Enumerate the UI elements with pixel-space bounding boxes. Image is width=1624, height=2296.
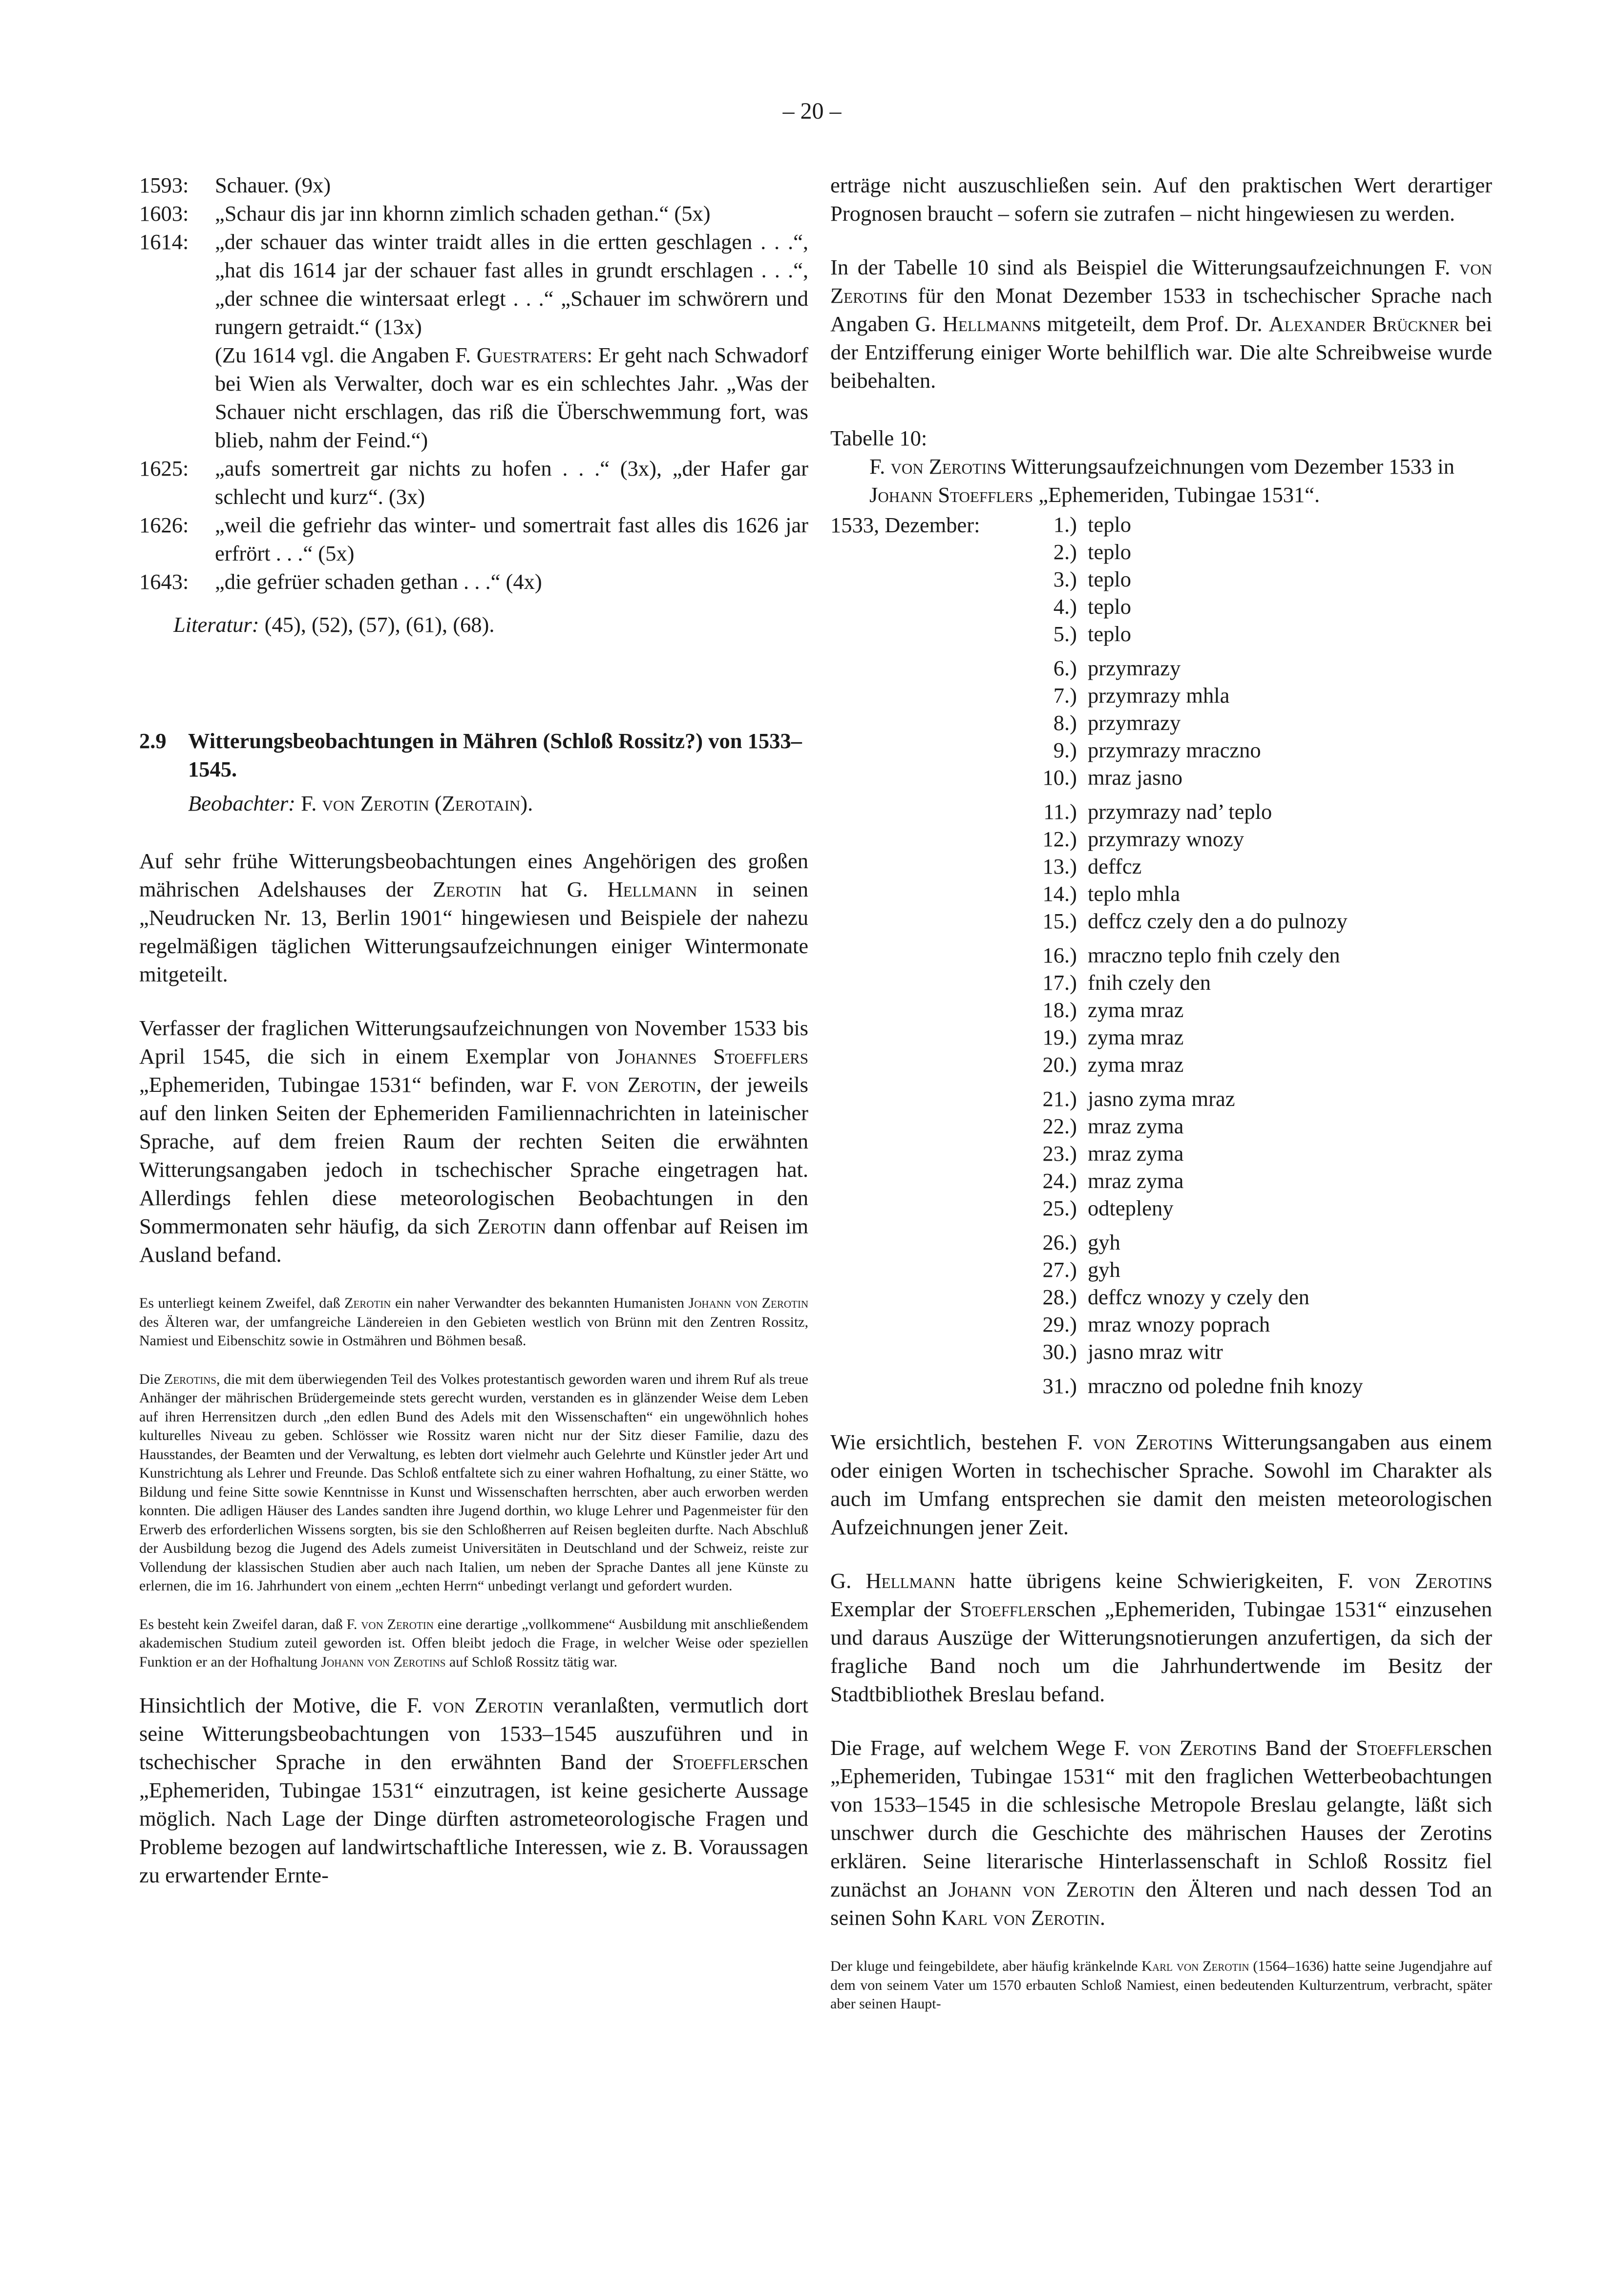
- day-entry: [1031, 825, 1492, 853]
- year-label: 1625:: [139, 456, 189, 480]
- paragraph: Auf sehr frühe Witterungsbeobachtungen eines Angehörigen des großen mährischen Adelshauses der Zerotin hat G. Hellmann in seinen „Neudrucken Nr. 13, Berlin 1901“ hingewiesen und Beispiele der nahezu regelmäßigen täglichen Witterungsaufzeichnungen einiger Wintermonate mitgeteilt.: [139, 849, 808, 986]
- day-entry: [1031, 1140, 1492, 1167]
- month-label: 1533, Dezember:: [830, 513, 980, 537]
- day-weather: przymrazy: [1088, 710, 1181, 735]
- day-weather: przymrazy nad’ teplo: [1088, 799, 1272, 824]
- day-number: 1.): [1053, 512, 1077, 537]
- day-entry: [1031, 798, 1492, 825]
- day-entry: [1031, 880, 1492, 907]
- year-text-block: [215, 228, 808, 454]
- group-spacer: [1031, 1222, 1492, 1229]
- day-entry: [1031, 565, 1492, 593]
- day-number: 13.): [1042, 854, 1077, 878]
- year-label: 1614:: [139, 230, 189, 254]
- group-spacer: [1031, 1365, 1492, 1372]
- day-weather: teplo: [1088, 622, 1131, 646]
- year-text: „der schauer das winter traidt alles in die ertten geschlagen . . .“, „hat dis 1614 jar der schauer fast alles in grundt erschlagen . . .“, „der schnee die wintersaat erlegt . . .“ „Schauer im schwörern und rungern getraidt.“ (13x): [215, 230, 808, 339]
- day-entry: [1031, 538, 1492, 565]
- table-caption: F. von Zerotins Witterungsaufzeichnungen vom Dezember 1533 in Johann Stoefflers „Ephemeriden, Tubingae 1531“.: [869, 454, 1455, 507]
- day-weather: przymrazy wnozy: [1088, 827, 1244, 851]
- paragraph: G. Hellmann hatte übrigens keine Schwierigkeiten, F. von Zerotins Exemplar der Stoefflerschen „Ephemeriden, Tubingae 1531“ einzusehen und daraus Auszüge der Witterungsnotierungen anzufertigen, da sich der fragliche Band noch um die Jahrhundertwende im Besitz der Stadtbibliothek Breslau befand.: [830, 1568, 1492, 1706]
- group-spacer: [1031, 1078, 1492, 1085]
- day-entry: [1031, 511, 1492, 538]
- year-entry-1593: [139, 171, 808, 199]
- literature-refs: (45), (52), (57), (61), (68).: [264, 612, 495, 637]
- day-weather: deffcz: [1088, 854, 1142, 878]
- small-print-paragraph: Es besteht kein Zweifel daran, daß F. von Zerotin eine derartige „vollkommene“ Ausbildung mit anschließendem akademischen Studium zuteil geworden ist. Offen bleibt jedoch die Frage, in welcher Weise oder speziellen Funktion er an der Hofhaltung Johann von Zerotins auf Schloß Rossitz tätig war.: [139, 1616, 808, 1670]
- year-text: Schauer. (9x): [215, 173, 331, 197]
- day-entry: [1031, 764, 1492, 791]
- day-weather: mraz wnozy poprach: [1088, 1312, 1270, 1336]
- day-number: 7.): [1053, 683, 1077, 708]
- year-entry-1626: [139, 511, 808, 567]
- literature-line: [173, 610, 808, 639]
- table-body: [830, 511, 1492, 1399]
- day-number: 16.): [1042, 943, 1077, 967]
- paragraph: erträge nicht auszuschließen sein. Auf den praktischen Wert derartiger Prognosen braucht – sofern sie zutrafen – nicht hingewiesen zu werden.: [830, 173, 1492, 226]
- day-number: 5.): [1053, 622, 1077, 646]
- day-number: 30.): [1042, 1339, 1077, 1364]
- day-weather: teplo: [1088, 594, 1131, 619]
- year-entry-1643: [139, 567, 808, 596]
- day-entry: [1031, 1085, 1492, 1112]
- day-weather: deffcz wnozy y czely den: [1088, 1285, 1309, 1309]
- day-number: 4.): [1053, 594, 1077, 619]
- day-weather: zyma mraz: [1088, 1025, 1184, 1049]
- day-number: 20.): [1042, 1052, 1077, 1077]
- day-number: 22.): [1042, 1114, 1077, 1138]
- day-number: 19.): [1042, 1025, 1077, 1049]
- small-print-paragraph: Es unterliegt keinem Zweifel, daß Zerotin ein naher Verwandter des bekannten Humanisten Johann von Zerotin des Älteren war, der umfangreiche Ländereien in den Gebieten westlich von Brünn mit den Zentren Rossitz, Namiest und Eibenschitz sowie in Ostmähren und Böhmen besaß.: [139, 1295, 809, 1349]
- paragraph: In der Tabelle 10 sind als Beispiel die Witterungsaufzeichnungen F. von Zerotins für den Monat Dezember 1533 in tschechischer Sprache nach Angaben G. Hellmanns mitgeteilt, dem Prof. Dr. Alexander Brückner bei der Entzifferung einiger Worte behilflich war. Die alte Schreibweise wurde beibehalten.: [830, 255, 1492, 393]
- paragraph: Die Frage, auf welchem Wege F. von Zerotins Band der Stoefflerschen „Ephemeriden, Tubingae 1531“ mit den fraglichen Wetterbeobachtungen von 1533–1545 in die schlesische Metropole Breslau gelangte, läßt sich unschwer durch die Geschichte des mährischen Hauses der Zerotins erklären. Seine literarische Hinterlassenschaft in Schloß Rossitz fiel zunächst an Johann von Zerotin den Älteren und nach dessen Tod an seinen Sohn Karl von Zerotin.: [830, 1735, 1492, 1930]
- day-number: 3.): [1053, 567, 1077, 591]
- day-entry: [1031, 1229, 1492, 1256]
- day-number: 29.): [1042, 1312, 1077, 1336]
- day-entry: [1031, 853, 1492, 880]
- section-title: Witterungsbeobachtungen in Mähren (Schloß Rossitz?) von 1533–1545.: [188, 729, 802, 781]
- day-number: 27.): [1042, 1257, 1077, 1282]
- day-entry: [1031, 1167, 1492, 1194]
- left-column: [139, 171, 808, 1915]
- day-number: 10.): [1042, 765, 1077, 790]
- year-label: 1603:: [139, 201, 189, 226]
- observer-alt-name: (Zerotain).: [434, 791, 533, 815]
- day-weather: mraczno teplo fnih czely den: [1088, 943, 1340, 967]
- day-entry: [1031, 736, 1492, 764]
- paragraph: Hinsichtlich der Motive, die F. von Zerotin veranlaßten, vermutlich dort seine Witterungsbeobachtungen von 1533–1545 auszuführen und in tschechischer Sprache in den erwähnten Band der Stoefflerschen „Ephemeriden, Tubingae 1531“ einzutragen, ist keine gesicherte Aussage möglich. Nach Lage der Dinge dürften astrometeorologische Fragen und Probleme bezogen auf landwirtschaftliche Interessen, wie z. B. Voraussagen zu erwartender Ernte-: [139, 1693, 808, 1887]
- section-heading: [139, 727, 808, 783]
- day-weather: odtepleny: [1088, 1196, 1174, 1220]
- right-column: [830, 171, 1492, 2033]
- day-entry: [1031, 907, 1492, 935]
- day-weather: mraz zyma: [1088, 1141, 1184, 1166]
- year-list: [139, 171, 808, 596]
- day-number: 17.): [1042, 970, 1077, 995]
- year-entry-1625: [139, 454, 808, 511]
- literature-label: Literatur:: [173, 612, 259, 637]
- day-weather: fnih czely den: [1088, 970, 1211, 995]
- day-weather: przymrazy mhla: [1088, 683, 1230, 708]
- day-number: 26.): [1042, 1230, 1077, 1254]
- page-number: – 20 –: [782, 98, 842, 124]
- day-weather: zyma mraz: [1088, 998, 1184, 1022]
- day-entry: [1031, 593, 1492, 620]
- group-spacer: [1031, 791, 1492, 798]
- weather-table: [830, 424, 1492, 1399]
- year-label: 1626:: [139, 513, 189, 537]
- day-number: 9.): [1053, 738, 1077, 762]
- day-weather: gyh: [1088, 1257, 1120, 1282]
- day-weather: jasno mraz witr: [1088, 1339, 1223, 1364]
- day-entry: [1031, 1023, 1492, 1051]
- day-number: 28.): [1042, 1285, 1077, 1309]
- day-number: 21.): [1042, 1086, 1077, 1111]
- year-text: „weil die gefriehr das winter- und somertrait fast alles dis 1626 jar erfrört . . .“ (5x): [215, 513, 808, 565]
- day-number: 8.): [1053, 710, 1077, 735]
- year-label: 1643:: [139, 569, 189, 594]
- day-weather: teplo: [1088, 567, 1131, 591]
- day-entry: [1031, 1256, 1492, 1283]
- day-entry: [1031, 1283, 1492, 1311]
- day-weather: jasno zyma mraz: [1088, 1086, 1235, 1111]
- paragraph: Verfasser der fraglichen Witterungsaufzeichnungen von November 1533 bis April 1545, die sich in einem Exemplar von Johannes Stoefflers „Ephemeriden, Tubingae 1531“ befinden, war F. von Zerotin, der jeweils auf den linken Seiten der Ephemeriden Familiennachrichten in lateinischer Sprache, auf dem freien Raum der rechten Seiten die erwähnten Witterungsangaben jedoch in tschechischer Sprache eingetragen hat. Allerdings fehlen diese meteorologischen Beobachtungen in den Sommermonaten sehr häufig, da sich Zerotin dann offenbar auf Reisen im Ausland befand.: [139, 1016, 808, 1267]
- day-number: 24.): [1042, 1169, 1077, 1193]
- small-print-paragraph: Die Zerotins, die mit dem überwiegenden Teil des Volkes protestantisch geworden waren und ihrem Ruf als treue Anhänger der mährischen Brüdergemeinde stets gerecht wurden, verstanden es in glänzender Weise dem Leben auf ihren Herrensitzen durch „den edlen Bund des Adels mit den Wissenschaften“ ein ungewöhnlich hohes kulturelles Niveau zu geben. Schlösser wie Rossitz waren nicht nur der Sitz dieser Familie, dazu des Hausstandes, der Beamten und der Verwaltung, es lebten dort vielmehr auch Gelehrte und Künstler jeder Art und Kunstrichtung als Lehrer und Freunde. Das Schloß entfaltete sich zu einer wahren Hofhaltung, zu einer Stätte, wo Bildung und feine Sitte sowie Kenntnisse in Kunst und Wissenschaften herrschten, aber auch erworben werden konnten. Die adligen Häuser des Landes sandten ihre Jugend dorthin, wo kluge Lehrer und Pagenmeister für den Erwerb des erforderlichen Wissens sorgten, bis sie den Schloßherren auf Reisen begleiten durfte. Nach Abschluß der Ausbildung bezog die Jugend des Adels zumeist Universitäten in Deutschland und der Schweiz, reiste zur Vollendung der klassischen Studien aber auch nach Italien, um neben der Sprache Dantes all jene Künste zu erlernen, die im 16. Jahrhundert von einem „echten Herrn“ unbedingt verlangt und gefordert wurden.: [139, 1371, 808, 1594]
- day-entry: [1031, 654, 1492, 682]
- year-text: „Schaur dis jar inn khornn zimlich schaden gethan.“ (5x): [215, 201, 711, 226]
- day-weather: deffcz czely den a do pulnozy: [1088, 909, 1348, 933]
- day-entry: [1031, 709, 1492, 736]
- day-entry: [1031, 1372, 1492, 1399]
- day-number: 25.): [1042, 1196, 1077, 1220]
- observer-label: Beobachter:: [188, 791, 295, 815]
- day-weather: mraz zyma: [1088, 1114, 1184, 1138]
- day-entry: [1031, 1194, 1492, 1222]
- day-number: 31.): [1042, 1374, 1077, 1398]
- day-entry: [1031, 1338, 1492, 1365]
- day-weather: teplo mhla: [1088, 881, 1181, 906]
- day-entry: [1031, 941, 1492, 969]
- day-weather: mraz zyma: [1088, 1169, 1184, 1193]
- day-weather: teplo: [1088, 512, 1131, 537]
- day-weather: gyh: [1088, 1230, 1120, 1254]
- day-number: 2.): [1053, 540, 1077, 564]
- day-entry: [1031, 1311, 1492, 1338]
- paragraph: Wie ersichtlich, bestehen F. von Zerotins Witterungsangaben aus einem oder einigen Worten in tschechischer Sprache. Sowohl im Charakter als auch im Umfang entsprechen sie damit den meisten meteorologischen Aufzeichnungen jener Zeit.: [830, 1430, 1492, 1539]
- day-number: 12.): [1042, 827, 1077, 851]
- year-text: „aufs somertreit gar nichts zu hofen . . .“ (3x), „der Hafer gar schlecht und kurz“. (3x): [215, 456, 808, 509]
- day-weather: mraz jasno: [1088, 765, 1182, 790]
- year-entry-1603: [139, 199, 808, 228]
- day-weather: przymrazy: [1088, 656, 1181, 680]
- section-number: 2.9: [139, 729, 167, 753]
- group-spacer: [1031, 935, 1492, 941]
- day-weather: zyma mraz: [1088, 1052, 1184, 1077]
- day-weather: przymrazy mraczno: [1088, 738, 1261, 762]
- day-list: [1031, 511, 1492, 1399]
- table-label: Tabelle 10:: [830, 426, 928, 450]
- day-entry: [1031, 620, 1492, 647]
- day-entry: [1031, 1112, 1492, 1140]
- day-weather: mraczno od poledne fnih knozy: [1088, 1374, 1363, 1398]
- group-spacer: [1031, 647, 1492, 654]
- year-note: (Zu 1614 vgl. die Angaben F. Guestraters: Er geht nach Schwadorf bei Wien als Verwalter, doch war es ein schlechtes Jahr. „Was der Schauer nicht erschlagen, das riß die Überschwemmung fort, was blieb, nahm der Feind.“): [215, 343, 808, 452]
- day-number: 11.): [1043, 799, 1077, 824]
- small-print-paragraph: Der kluge und feingebildete, aber häufig kränkelnde Karl von Zerotin (1564–1636) hatte seine Jugendjahre auf dem von seinem Vater um 1570 erbauten Schloß Namiest, einen bedeutenden Kulturzentrum, verbracht, später aber seinen Haupt-: [830, 1958, 1492, 2012]
- day-number: 6.): [1053, 656, 1077, 680]
- day-entry: [1031, 996, 1492, 1023]
- year-entry-1614: [139, 228, 808, 454]
- day-number: 14.): [1042, 881, 1077, 906]
- day-entry: [1031, 1051, 1492, 1078]
- year-label: 1593:: [139, 173, 189, 197]
- observer-line: Beobachter: F. von Zerotin (Zerotain).: [188, 791, 533, 815]
- day-entry: [1031, 682, 1492, 709]
- day-number: 15.): [1042, 909, 1077, 933]
- day-number: 18.): [1042, 998, 1077, 1022]
- day-number: 23.): [1042, 1141, 1077, 1166]
- day-entry: [1031, 969, 1492, 996]
- observer-name: von Zerotin: [322, 791, 429, 815]
- day-weather: teplo: [1088, 540, 1131, 564]
- year-text: „die gefrüer schaden gethan . . .“ (4x): [215, 569, 542, 594]
